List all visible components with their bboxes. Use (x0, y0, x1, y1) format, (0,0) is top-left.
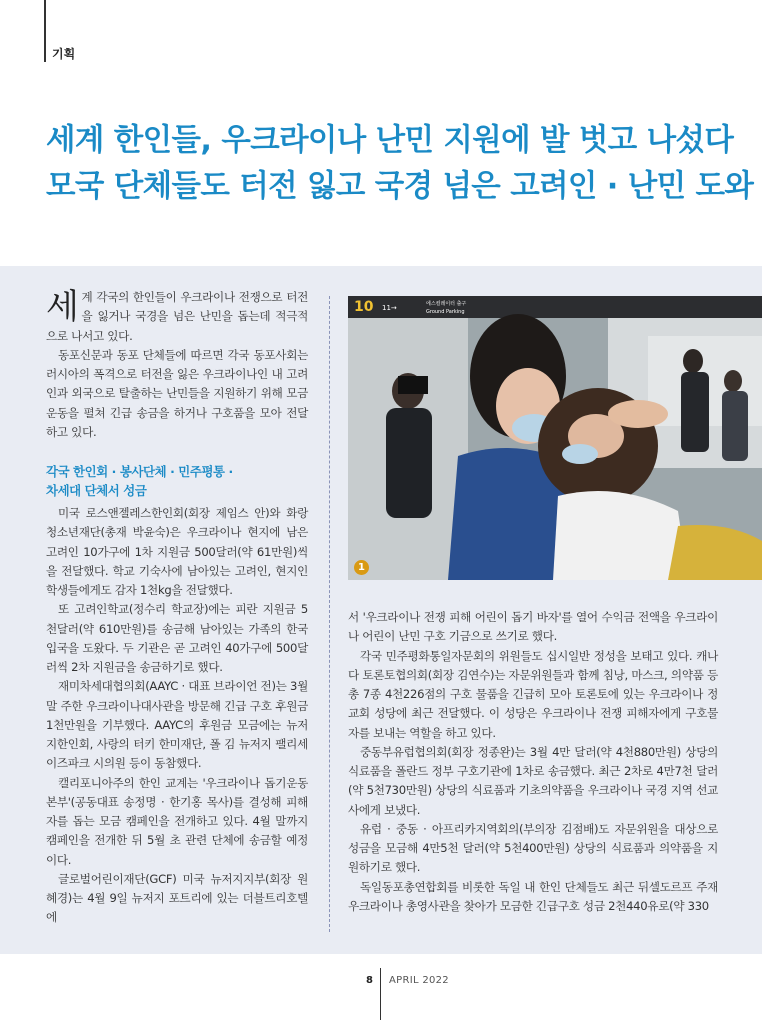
issue-date: APRIL 2022 (389, 975, 449, 986)
section-label: 기획 (52, 47, 76, 61)
paragraph: 재미차세대협의회(AAYC · 대표 브라이언 전)는 3월 말 주한 우크라이나대사관을 방문해 긴급 구호 후원금 1천만원을 기부했다. AAYC의 후원금 모금에는 뉴저지한인회, 사랑의 터키 한미재단, 폴 김 뉴저지 팰리세이즈파크 시의원 등이 동참했다. (46, 679, 308, 771)
right-column (348, 608, 718, 916)
paragraph: 중동부유럽협의회(회장 정종완)는 3월 4만 달러(약 4천880만원) 상당의 식료품을 폴란드 정부 구호기관에 1차로 송금했다. 최근 2차로 4만7천 달러(약 5천730만원) 상당의 식료품과 기초의약품을 우크라이나 국경 지역 선교사에게 보냈다. (348, 744, 718, 817)
drop-cap: 세 (46, 287, 79, 327)
paragraph: 미국 로스앤젤레스한인회(회장 제임스 안)와 화랑청소년재단(총재 박윤숙)은 우크라이나 현지에 남은 고려인 10가구에 1차 지원금 500달러(약 61만원)씩을 전달했다. 학교 기숙사에 남아있는 고려인, 현지인 학생들에게도 감자 1천kg을 전달했다. (46, 506, 308, 597)
sign-number: 10 (354, 299, 374, 315)
paragraph: 동포신문과 동포 단체들에 따르면 각국 동포사회는 러시아의 폭격으로 터전을 잃은 우크라이나인 내 고려인과 외국으로 탈출하는 난민들을 지원하기 위해 모금 운동을 펼쳐 긴급 송금을 하거나 구호품을 모아 전달하고 있다. (46, 347, 308, 439)
news-photo (348, 296, 762, 580)
sign-text-1: 에스컬레이터 출구 (426, 301, 467, 307)
subheading-line-2: 차세대 단체서 성금 (46, 483, 147, 498)
paragraph: 각국 민주평화통일자문회의 위원들도 십시일반 정성을 보태고 있다. 캐나다 토론토협의회(회장 김연수)는 자문위원들과 함께 침낭, 마스크, 의약품 등 총 7종 4천226점의 구호 물품을 긴급히 모아 토론토에 있는 우크라이나 정교회 성당에 최근 전달했다. 이 성당은 우크라이나 전쟁 피해자에게 구호물자를 보내는 역할을 하고 있다. (348, 648, 718, 740)
headline (46, 118, 754, 210)
subheading (46, 462, 308, 500)
paragraph: 서 '우크라이나 전쟁 피해 어린이 돕기 바자'를 열어 수익금 전액을 우크라이나 어린이 난민 구호 기금으로 쓰기로 했다. (348, 610, 718, 644)
column-divider (329, 296, 330, 932)
paragraph: 유럽 · 중동 · 아프리카지역회의(부의장 김점배)도 자문위원을 대상으로 성금을 모금해 4만5천 달러(약 5천400만원) 상당의 식료품과 의약품을 지원하기로 했다. (348, 821, 718, 875)
paragraph: 캘리포니아주의 한인 교계는 '우크라이나 돕기운동본부'(공동대표 송정명 · 한기홍 목사)를 결성해 피해자를 돕는 모금 캠페인을 전개하고 있다. 4월 말까지 캠페인을 전개한 뒤 5월 초 관련 단체에 송금할 예정이다. (46, 775, 308, 867)
paragraph: 또 고려인학교(정수리 학교장)에는 피란 지원금 5천달러(약 610만원)를 송금해 남아있는 가족의 한국 입국을 도왔다. 두 기관은 곧 고려인 40가구에 500달러씩 2차 지원금을 송금하기로 했다. (46, 602, 308, 674)
sign-arrow: 11→ (382, 304, 397, 312)
photo-illustration (348, 296, 762, 580)
subheading-line-1: 각국 한인회 · 봉사단체 · 민주평통 · (46, 464, 233, 479)
paragraph: 글로벌어린이재단(GCF) 미국 뉴저지지부(회장 원혜경)는 4월 9일 뉴저지 포트리에 있는 더블트리호텔에 (46, 871, 308, 925)
page-number: 8 (366, 975, 373, 986)
left-column (46, 288, 308, 928)
photo-number-badge: 1 (354, 560, 369, 575)
paragraph-lead (46, 288, 308, 346)
sign-text-2: Ground Parking (426, 309, 465, 315)
headline-line-2: 모국 단체들도 터전 잃고 국경 넘은 고려인 · 난민 도와 (46, 169, 754, 204)
headline-line-1: 세계 한인들, 우크라이나 난민 지원에 발 벗고 나섰다 (46, 123, 734, 158)
folio-divider (380, 968, 381, 1020)
paragraph-lead-text: 계 각국의 한인들이 우크라이나 전쟁으로 터전을 잃거나 국경을 넘은 난민을 돕는데 적극적으로 나서고 있다. (46, 290, 308, 343)
section-rule (44, 0, 46, 62)
paragraph: 독일동포총연합회를 비롯한 독일 내 한인 단체들도 최근 뒤셀도르프 주재 우크라이나 총영사관을 찾아가 모금한 긴급구호 성금 2천440유로(약 330 (348, 879, 718, 913)
